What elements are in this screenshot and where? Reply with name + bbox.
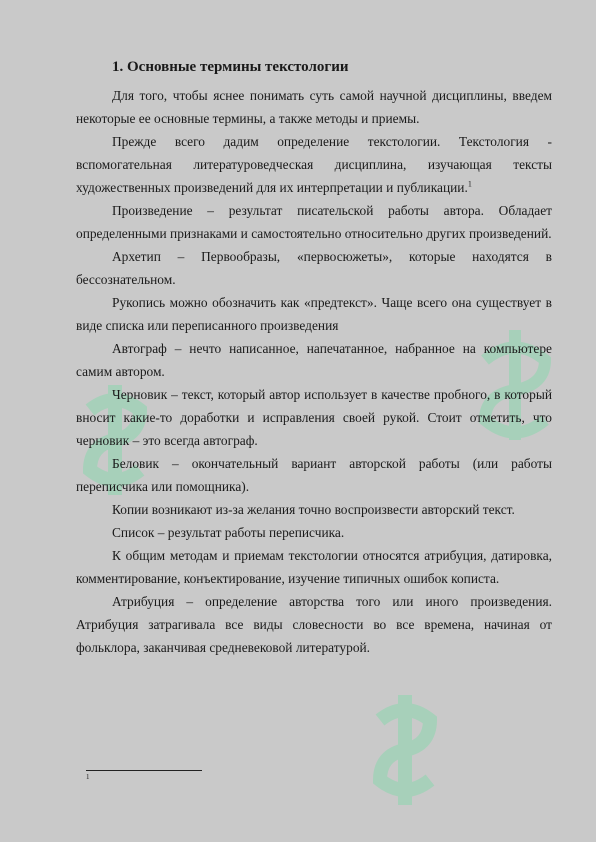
paragraph <box>76 130 552 199</box>
footnote-reference[interactable]: 1 <box>467 179 472 189</box>
paragraph: Копии возникают из-за желания точно воспроизвести авторский текст. <box>112 502 515 517</box>
footnote-marker: 1 <box>86 773 90 781</box>
watermark-logo-icon <box>370 690 440 810</box>
paragraph: Для того, чтобы яснее понимать суть самой научной дисциплины, введем некоторые ее основные термины, а также методы и приемы. <box>76 88 552 126</box>
paragraph: К общим методам и приемам текстологии относятся атрибуция, датировка, комментирование, конъектирование, изучение типичных ошибок кописта. <box>76 548 552 586</box>
document-body <box>76 56 552 659</box>
paragraph: Атрибуция – определение авторства того или иного произведения. Атрибуция затрагивала все виды словесности во все времена, начиная от фольклора, заканчивая средневековой литературой. <box>76 594 552 655</box>
paragraph: Автограф – нечто написанное, напечатанное, набранное на компьютере самим автором. <box>76 341 552 379</box>
paragraph: Архетип – Первообразы, «первосюжеты», которые находятся в бессознательном. <box>76 249 552 287</box>
paragraph: Произведение – результат писательской работы автора. Обладает определенными признаками и самостоятельно относительно других произведений. <box>76 203 552 241</box>
footnote-divider <box>86 770 202 771</box>
paragraph: Беловик – окончательный вариант авторской работы (или работы переписчика или помощника). <box>76 456 552 494</box>
paragraph: Черновик – текст, который автор использует в качестве пробного, в который вносит какие-то доработки и исправления своей рукой. Стоит отметить, что черновик – это всегда автограф. <box>76 387 552 448</box>
section-heading: 1. Основные термины текстологии <box>112 59 349 75</box>
paragraph: Список – результат работы переписчика. <box>112 525 345 540</box>
paragraph: Рукопись можно обозначить как «предтекст». Чаще всего она существует в виде списка или переписанного произведения <box>76 295 552 333</box>
paragraph-text: Прежде всего дадим определение текстологии. Текстология - вспомогательная литературоведческая дисциплина, изучающая тексты художественных произведений для их интерпретации и публикации. <box>76 134 552 195</box>
